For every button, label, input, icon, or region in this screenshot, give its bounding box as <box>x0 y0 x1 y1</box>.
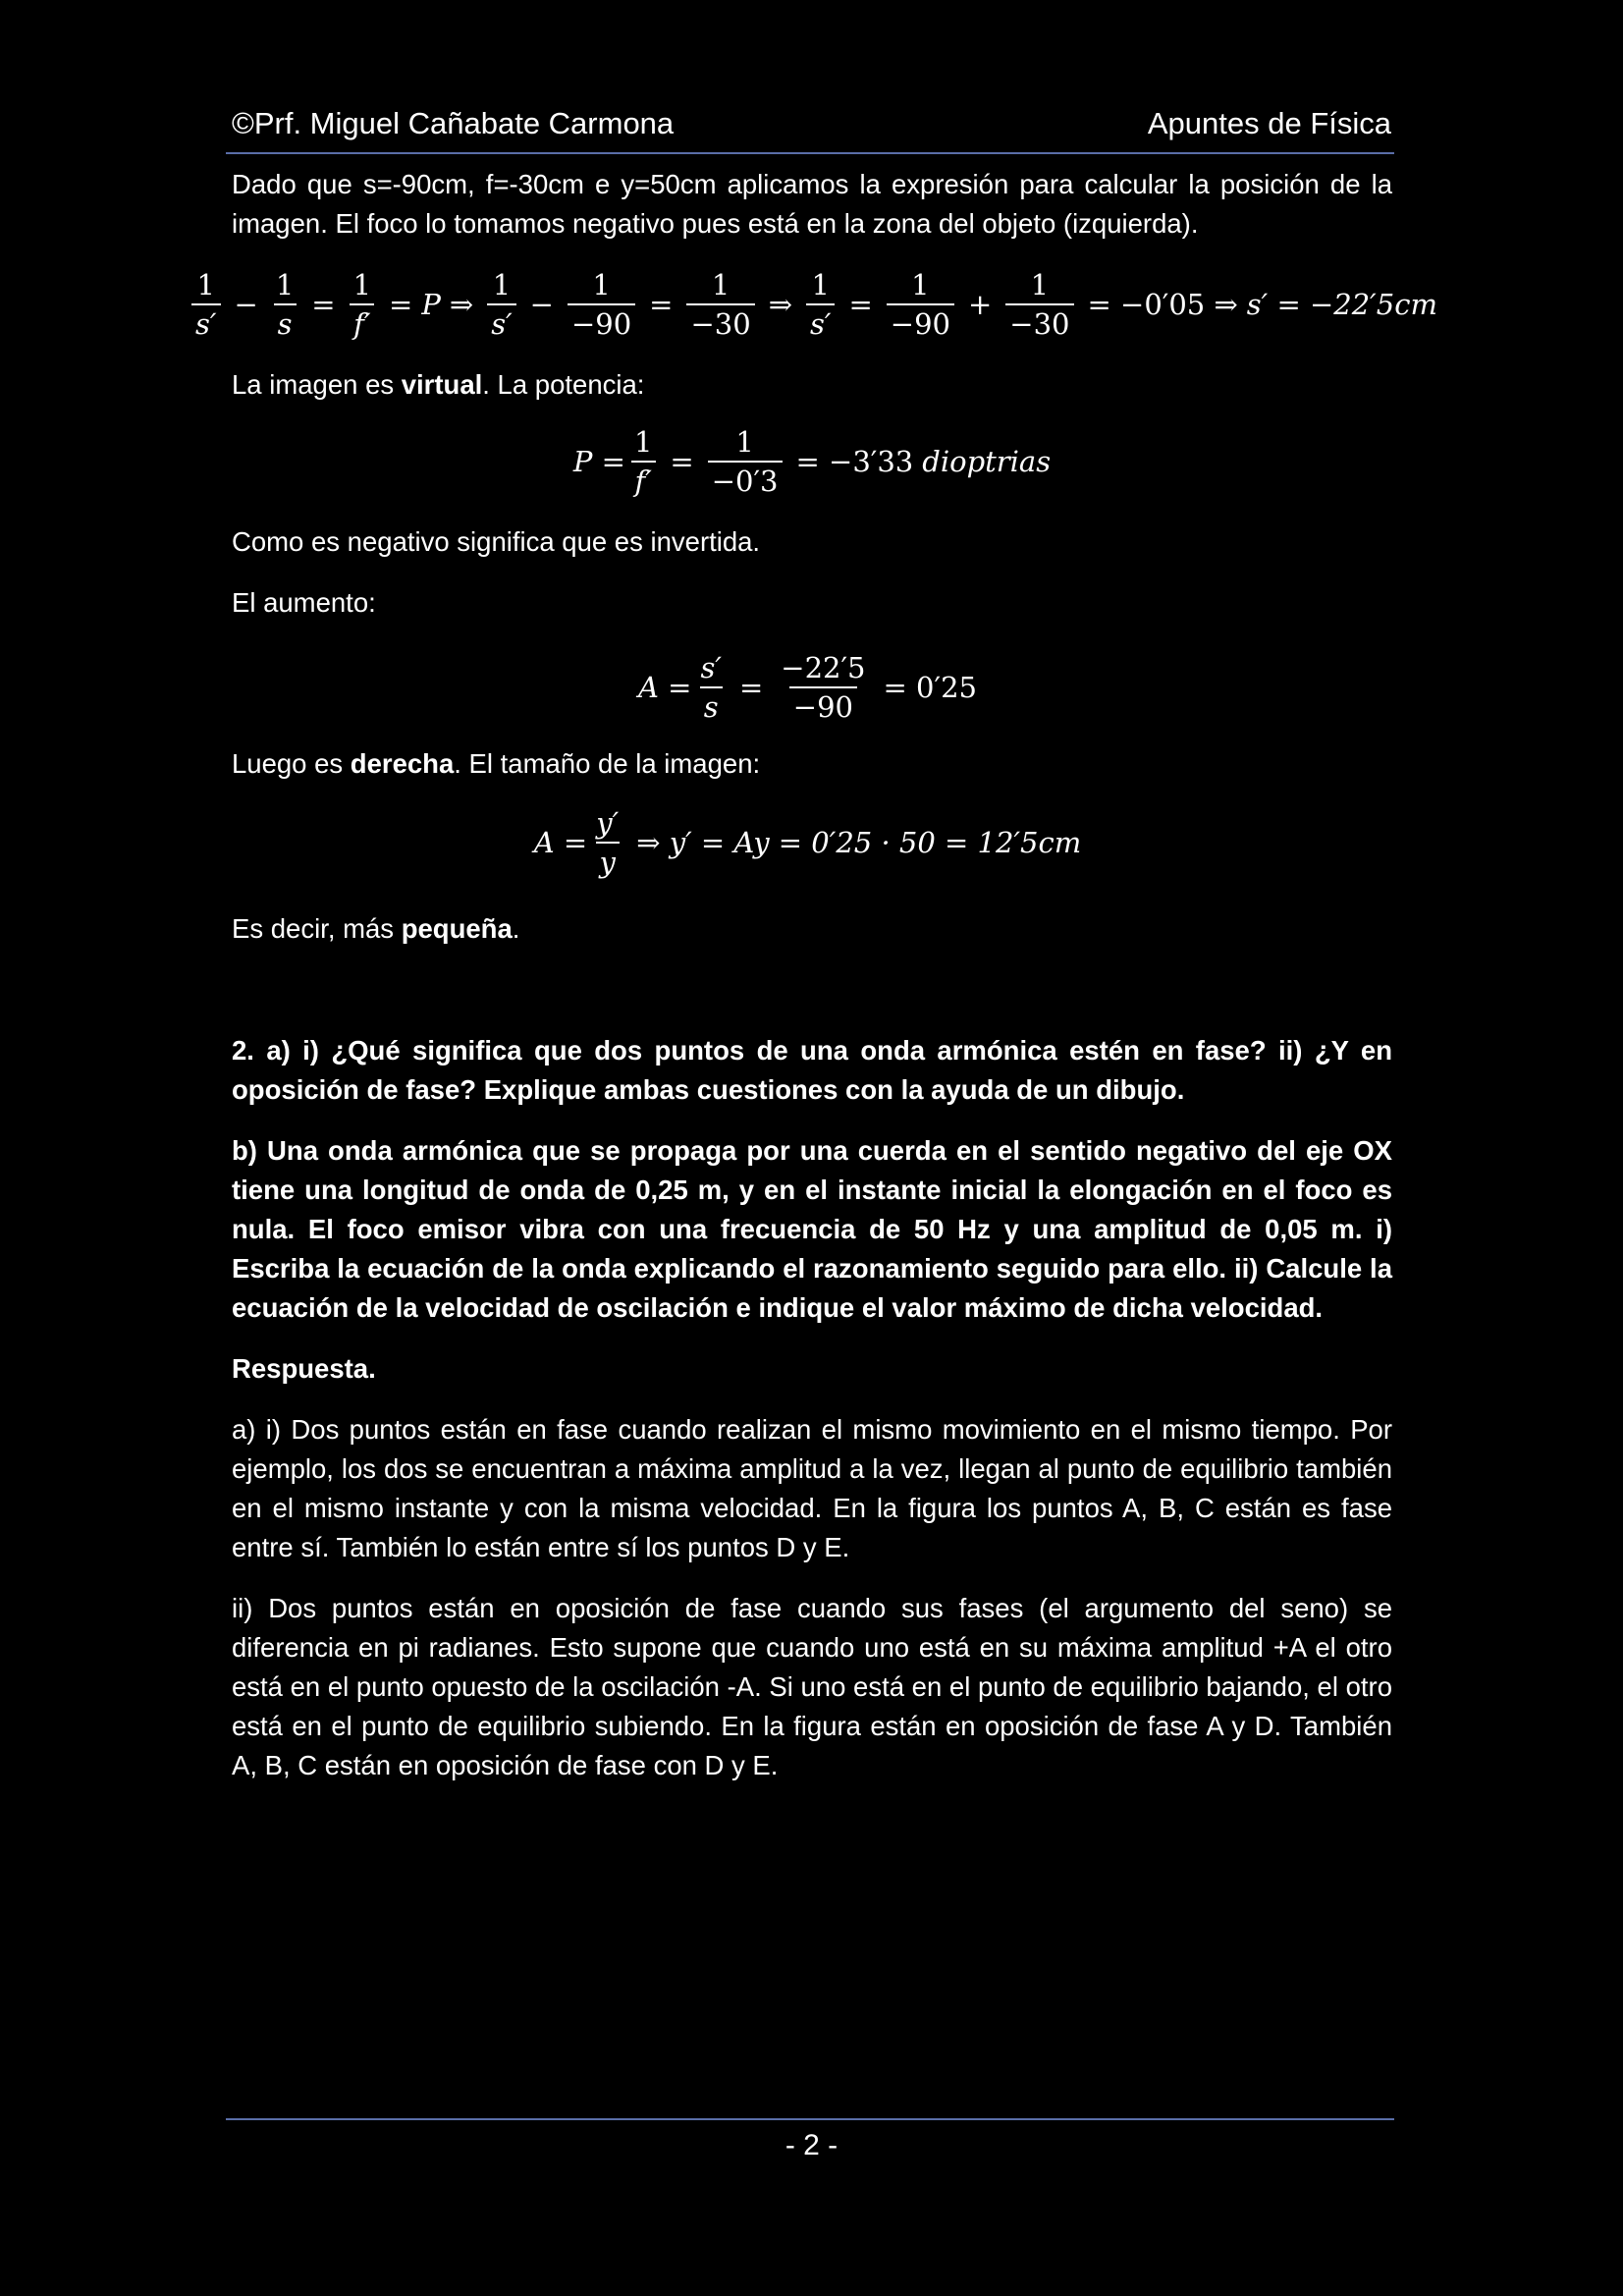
luego-paragraph: Luego es derecha. El tamaño de la imagen: <box>232 748 761 779</box>
page-number: - 2 - <box>784 2129 839 2161</box>
frac-1-sprime: $\frac{1}{s'}$ <box>191 269 220 340</box>
lens-equation: $\frac{1}{s'}$ − $\frac{1}{s}$ = $\frac{1}{f'}$ = P ⇒ $\frac{1}{s'}$ − $\frac{1}{-90}$ = $\frac{1}{-30}$ ⇒ $\frac{1}{s'}$ = $\frac{1}{-90}$ + $\frac{1}{-30}$ = −0′05 ⇒ s′ = −22′5cm <box>232 257 1392 352</box>
frac-1-neg30: $\frac{1}{-30}$ <box>686 269 754 340</box>
frac-1-sprime-b: $\frac{1}{s'}$ <box>487 269 515 340</box>
frac-sprime-s: $\frac{s'}{s}$ <box>700 651 722 724</box>
question-2b: b) Una onda armónica que se propaga por una cuerda en el sentido negativo del eje OX tiene una longitud de onda de 0,25 m, y en el instante inicial la elongación en el foco es nula. El foco emisor vibra con una frecuencia de 50 Hz y una amplitud de 0,05 m. i) Escriba la ecuación de la onda explicando el razonamiento seguido para ello. ii) Calcule la ecuación de la velocidad de oscilación e indique el valor máximo de dicha velocidad. <box>232 1135 1392 1323</box>
frac-1-neg90: $\frac{1}{-90}$ <box>568 269 635 340</box>
negative-note: Como es negativo significa que es invertida. <box>232 526 761 557</box>
footer-rule <box>226 2118 1394 2120</box>
frac-1-neg03: $\frac{1}{-0'3}$ <box>708 426 783 497</box>
frac-neg225-neg90: $\frac{-22'5}{-90}$ <box>781 651 866 724</box>
frac-1-neg30-b: $\frac{1}{-30}$ <box>1005 269 1073 340</box>
es-decir-paragraph: Es decir, más pequeña. <box>232 913 520 944</box>
header-title: Apuntes de Física <box>1147 106 1391 140</box>
question-2a: 2. a) i) ¿Qué significa que dos puntos de una onda armónica estén en fase? ii) ¿Y en oposición de fase? Explique ambas cuestiones con la ayuda de un dibujo. <box>232 1035 1392 1105</box>
header-author: ©Prf. Miguel Cañabate Carmona <box>232 106 675 140</box>
page-content <box>195 165 1437 1785</box>
page-header <box>232 94 1391 141</box>
aumento-label: El aumento: <box>232 587 376 618</box>
answer-a-ii: ii) Dos puntos están en oposición de fase cuando sus fases (el argumento del seno) se diferencia en pi radianes. Esto supone que cuando uno está en su máxima amplitud +A el otro está en el punto opuesto de la oscilación -A. Si uno está en el punto de equilibrio bajando, el otro está en el punto de equilibrio subiendo. En la figura están en oposición de fase A y D. También A, B, C están en oposición de fase con D y E. <box>232 1593 1392 1780</box>
intro-paragraph: Dado que s=-90cm, f=-30cm e y=50cm aplicamos la expresión para calcular la posición de la imagen. El foco lo tomamos negativo pues está en la zona del objeto (izquierda). <box>232 169 1392 239</box>
frac-1-sprime-c: $\frac{1}{s'}$ <box>806 269 835 340</box>
frac-1-fprime: $\frac{1}{f'}$ <box>350 269 375 340</box>
frac-1-fprime-power: $\frac{1}{f'}$ <box>630 426 656 497</box>
magnification-equation: A = $\frac{s'}{s}$ = $\frac{-22'5}{-90}$ = 0′25 <box>638 651 977 724</box>
header-rule <box>226 152 1394 154</box>
respuesta-heading: Respuesta. <box>232 1353 376 1384</box>
frac-yprime-y: $\frac{y'}{y}$ <box>596 806 620 879</box>
power-equation: P = $\frac{1}{f'}$ = $\frac{1}{-0'3}$ = −3′33 dioptrias <box>572 425 1052 498</box>
image-type-paragraph: La imagen es virtual. La potencia: <box>232 369 645 400</box>
frac-1-neg90-b: $\frac{1}{-90}$ <box>887 269 954 340</box>
size-equation: A = $\frac{y'}{y}$ ⇒ y′ = Ay = 0′25 · 50 = 12′5cm <box>533 806 1082 879</box>
frac-1-s: $\frac{1}{s}$ <box>272 269 298 340</box>
answer-a-i: a) i) Dos puntos están en fase cuando realizan el mismo movimiento en el mismo tiempo. Por ejemplo, los dos se encuentran a máxima amplitud a la vez, llegan al punto de equilibrio también en el mismo instante y con la misma velocidad. En la figura los puntos A, B, C están es fase entre sí. También lo están entre sí los puntos D y E. <box>232 1414 1392 1562</box>
